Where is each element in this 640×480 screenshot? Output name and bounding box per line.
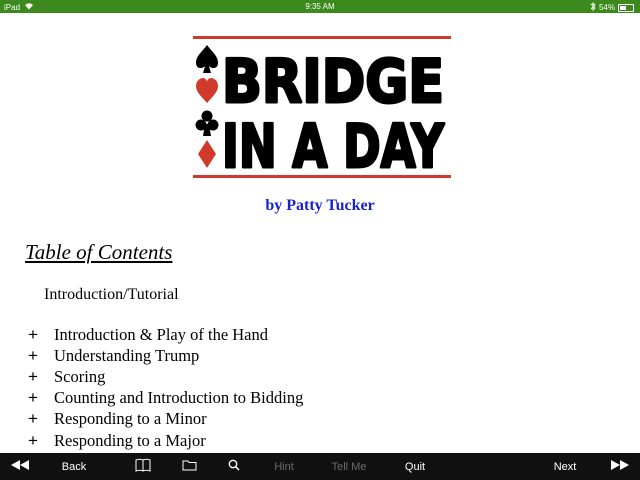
back-button[interactable]: Back (61, 460, 87, 473)
status-time: 9:35 AM (305, 2, 335, 11)
quit-button[interactable]: Quit (404, 460, 426, 473)
fast-forward-icon (611, 460, 629, 473)
toc-item[interactable] (28, 409, 303, 430)
toc-item[interactable] (28, 366, 303, 387)
bluetooth-icon (590, 2, 596, 13)
logo-line2: IN A DAY (222, 112, 446, 182)
toc-item-label: Counting and Introduction to Bidding (54, 388, 304, 408)
rewind-icon (11, 460, 29, 473)
toc-title: Table of Contents (25, 240, 173, 264)
battery-icon (618, 4, 634, 12)
search-icon (228, 459, 240, 474)
toc-item[interactable] (28, 388, 303, 409)
rewind-button[interactable] (6, 453, 34, 480)
toc-item[interactable] (28, 324, 303, 345)
toc-item-label: Responding to a Major (54, 430, 206, 450)
expand-plus-icon[interactable]: + (28, 324, 38, 344)
status-bar (0, 0, 640, 13)
bottom-toolbar (0, 453, 640, 480)
toc-item-label: Responding to a Minor (54, 409, 207, 429)
folder-button[interactable] (174, 453, 204, 480)
toc-item-label: Introduction & Play of the Hand (54, 324, 269, 344)
fast-forward-button[interactable] (606, 453, 634, 480)
toc-item-label: Scoring (54, 366, 106, 386)
device-label: iPad (4, 2, 21, 12)
hint-button[interactable]: Hint (274, 460, 294, 473)
expand-plus-icon[interactable]: + (28, 366, 38, 386)
bridge-in-a-day-logo (193, 36, 451, 182)
expand-plus-icon[interactable]: + (28, 430, 38, 450)
toc-item-label: Understanding Trump (54, 345, 200, 365)
folder-icon (182, 459, 197, 474)
search-button[interactable] (220, 453, 248, 480)
author-byline: by Patty Tucker (265, 197, 375, 214)
next-button[interactable]: Next (553, 460, 577, 473)
page-content (0, 13, 640, 453)
toc-item[interactable] (28, 430, 303, 451)
contents-button[interactable] (128, 453, 158, 480)
toc-list (28, 324, 303, 451)
logo-line1: BRIDGE (222, 47, 444, 117)
toc-intro-tutorial[interactable]: Introduction/Tutorial (44, 286, 179, 303)
battery-percent: 54% (598, 3, 615, 12)
tell-me-button[interactable]: Tell Me (331, 460, 367, 473)
expand-plus-icon[interactable]: + (28, 345, 38, 365)
toc-item[interactable] (28, 345, 303, 366)
expand-plus-icon[interactable]: + (28, 409, 38, 429)
expand-plus-icon[interactable]: + (28, 388, 38, 408)
book-icon (135, 458, 151, 475)
